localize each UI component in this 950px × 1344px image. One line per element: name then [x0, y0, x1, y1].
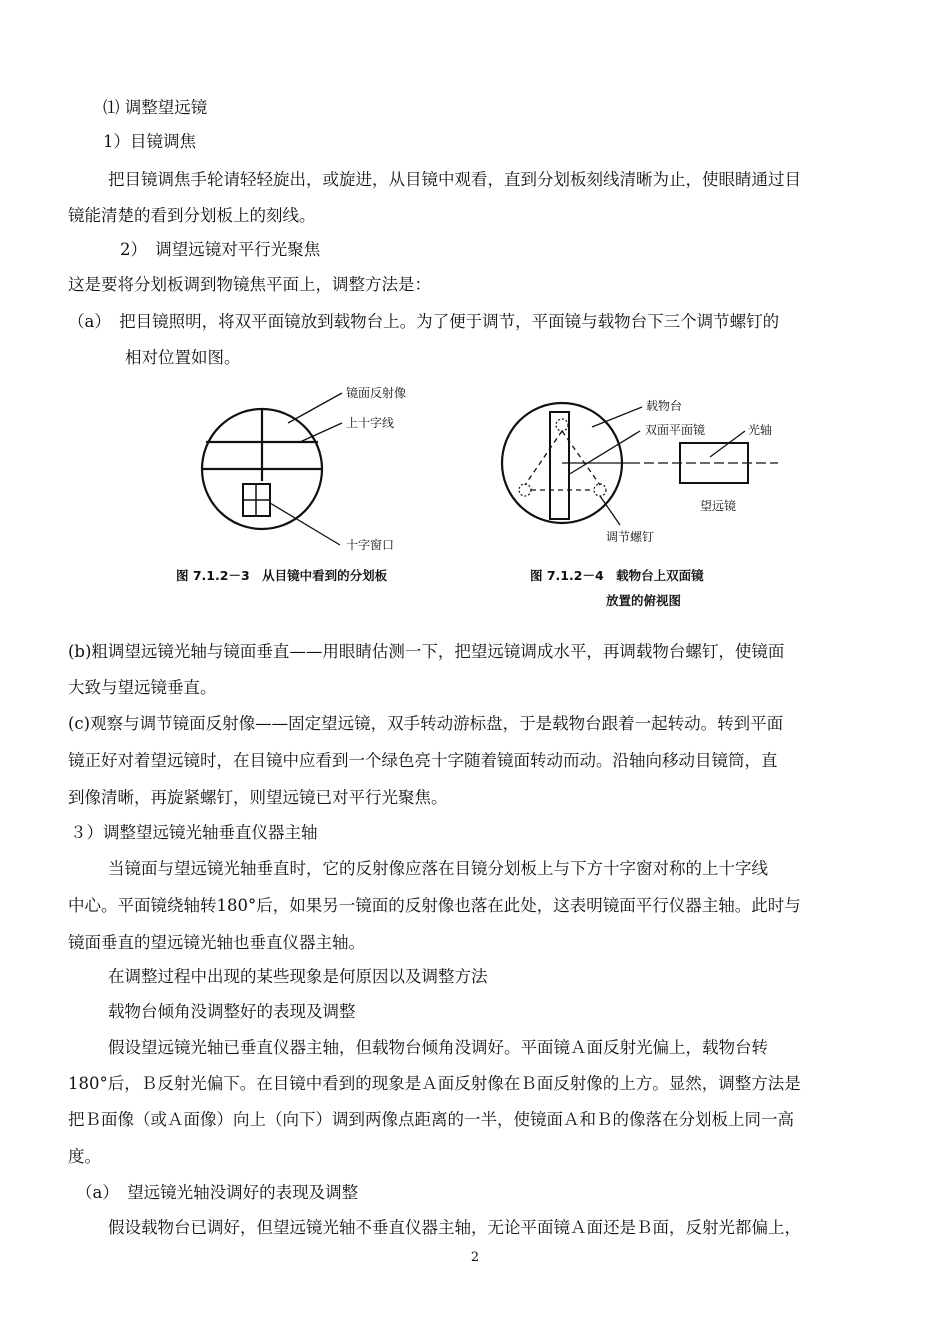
- paragraph-line: 到像清晰，再旋紧螺钉，则望远镜已对平行光聚焦。: [68, 788, 448, 807]
- paragraph-line: 把目镜调焦手轮请轻轻旋出，或旋进，从目镜中观看，直到分划板刻线清晰为止，使眼睛通过目: [108, 170, 801, 189]
- heading-adjust-telescope: ⑴ 调整望远镜: [103, 98, 208, 117]
- paragraph-line: 镜正好对着望远镜时，在目镜中应看到一个绿色亮十字随着镜面转动而动。沿轴向移动目镜筒，直: [68, 751, 778, 770]
- label-upper-cross-line: 上十字线: [346, 416, 395, 430]
- paragraph-line: 这是要将分划板调到物镜焦平面上，调整方法是：: [68, 275, 431, 294]
- label-stage: 载物台: [646, 399, 683, 413]
- paragraph-line: 假设载物台已调好，但望远镜光轴不垂直仪器主轴，无论平面镜Ａ面还是Ｂ面，反射光都偏上，: [108, 1218, 801, 1237]
- page-number: 2: [470, 1250, 480, 1265]
- paragraph-line: 中心。平面镜绕轴转180°后，如果另一镜面的反射像也落在此处，这表明镜面平行仪器主轴。此时与: [68, 896, 801, 915]
- paragraph-line: 180°后，Ｂ反射光偏下。在目镜中看到的现象是Ａ面反射像在Ｂ面反射像的上方。显然，调整方法是: [68, 1074, 801, 1093]
- paragraph-line: (b)粗调望远镜光轴与镜面垂直——用眼睛估测一下，把望远镜调成水平，再调载物台螺钉，使镜面: [68, 642, 785, 661]
- figure-diagrams: [160, 375, 800, 615]
- label-cross-window: 十字窗口: [346, 538, 395, 552]
- subheading-parallel-focus: 2） 调望远镜对平行光聚焦: [120, 240, 321, 259]
- paragraph-line: 镜能清楚的看到分划板上的刻线。: [68, 206, 316, 225]
- paragraph-line: 载物台倾角没调整好的表现及调整: [108, 1002, 356, 1021]
- caption-figure-7-1-2-3: 图 7.1.2－3 从目镜中看到的分划板: [176, 568, 388, 583]
- caption-figure-7-1-2-4-line2: 放置的俯视图: [606, 593, 682, 608]
- paragraph-line: 在调整过程中出现的某些现象是何原因以及调整方法: [108, 967, 488, 986]
- label-mirror-reflection: 镜面反射像: [346, 386, 407, 400]
- paragraph-line: 度。: [68, 1147, 101, 1166]
- paragraph-line: 当镜面与望远镜光轴垂直时，它的反射像应落在目镜分划板上与下方十字窗对称的上十字线: [108, 859, 768, 878]
- label-telescope: 望远镜: [700, 499, 737, 513]
- paragraph-line: 假设望远镜光轴已垂直仪器主轴，但载物台倾角没调好。平面镜Ａ面反射光偏上，载物台转: [108, 1038, 768, 1057]
- subheading-axis-perpendicular: ３）调整望远镜光轴垂直仪器主轴: [70, 823, 318, 842]
- paragraph-line: 相对位置如图。: [125, 348, 241, 367]
- label-adjusting-screw: 调节螺钉: [606, 530, 655, 544]
- reticle-diagram: [202, 409, 322, 529]
- label-double-mirror: 双面平面镜: [645, 423, 706, 437]
- subheading-eyepiece-focus: 1）目镜调焦: [103, 132, 196, 151]
- stage-diagram: [502, 403, 778, 523]
- paragraph-line: 镜面垂直的望远镜光轴也垂直仪器主轴。: [68, 933, 365, 952]
- caption-figure-7-1-2-4: 图 7.1.2－4 载物台上双面镜: [530, 568, 704, 583]
- paragraph-line: (c)观察与调节镜面反射像——固定望远镜，双手转动游标盘，于是载物台跟着一起转动。转到平面: [68, 714, 784, 733]
- subheading-telescope-axis: （a） 望远镜光轴没调好的表现及调整: [76, 1183, 359, 1202]
- label-optical-axis: 光轴: [748, 423, 773, 437]
- paragraph-line: （a） 把目镜照明，将双平面镜放到载物台上。为了便于调节，平面镜与载物台下三个调节螺钉的: [68, 312, 780, 331]
- paragraph-line: 大致与望远镜垂直。: [68, 678, 217, 697]
- paragraph-line: 把Ｂ面像（或Ａ面像）向上（向下）调到两像点距离的一半，使镜面Ａ和Ｂ的像落在分划板上同一高: [68, 1110, 794, 1129]
